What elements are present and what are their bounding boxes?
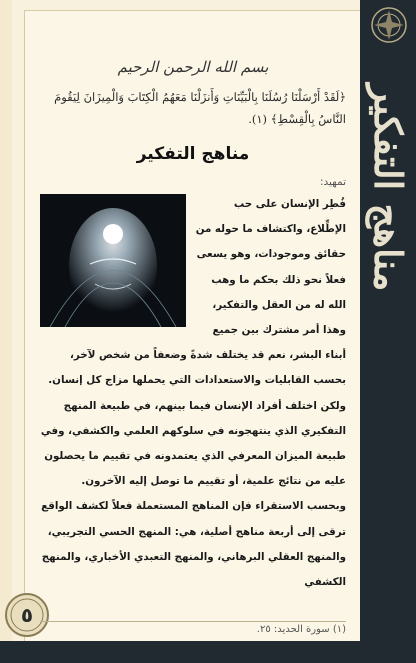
footnote: (١) سورة الحديد: ٢٥. [256,624,346,635]
book-title-vertical: مناهج التفكير [366,84,411,292]
emblem-icon [370,6,408,44]
intro-label: تمهيد: [319,176,346,188]
page-margin [0,0,12,663]
paragraph: ولكن اختلف أفراد الإنسان فيما بينهم، في طبيعة المنهج التفكيري الذي ينتهجونه في سلوكهم العلمي والكشفي، وفي طبيعة الميزان المعرفي الذي يعتمدونه في تقييم ما يحصلون عليه من نتائج علمية، أو تقييم ما توصل إليه الآخرون. [40,399,346,488]
glowing-head-icon [40,194,186,327]
basmala: بسم الله الرحمن الرحيم [117,58,269,76]
footnote-divider [40,621,346,622]
paragraph: وبحسب الاستقراء فإن المناهج المستعملة فعلاً لكشف الواقع ترقى إلى أربعة مناهج أصلية، هي: المنهج الحسي التجريبي، والمنهج العقلي البرهاني، والمنهج التعبدي الأخباري، والمنهج الكشفي [41,500,346,589]
paragraph: فُطِر الإنسان على حب الإطِّلاع، واكتشاف ما حوله من حقائق وموجودات، وهو يسعى فعلاً نحو ذلك بحكم ما وهب الله له من العقل والتفكير، وهذا أمر مشترك بين جميع أبناء البشر، نعم قد يختلف شدةً وضعفاً من شخص لآخر، بحسب القابليات والاستعدادات التي يحملها مزاج كل إنسان. [48,198,346,387]
quran-verse: ﴿لَقَدْ أَرْسَلْنَا رُسُلَنَا بِالْبَيِّنَاتِ وَأَنزَلْنَا مَعَهُمُ الْكِتَابَ وَالْمِيزَانَ لِيَقُومَ النَّاسُ بِالْقِسْطِ﴾ (١). [54,90,346,126]
section-heading: مناهج التفكير [136,144,250,164]
head-illustration [40,194,186,327]
page-content [40,56,346,595]
page-number: ٥ [20,603,34,627]
decorative-bottom-band [0,641,416,663]
